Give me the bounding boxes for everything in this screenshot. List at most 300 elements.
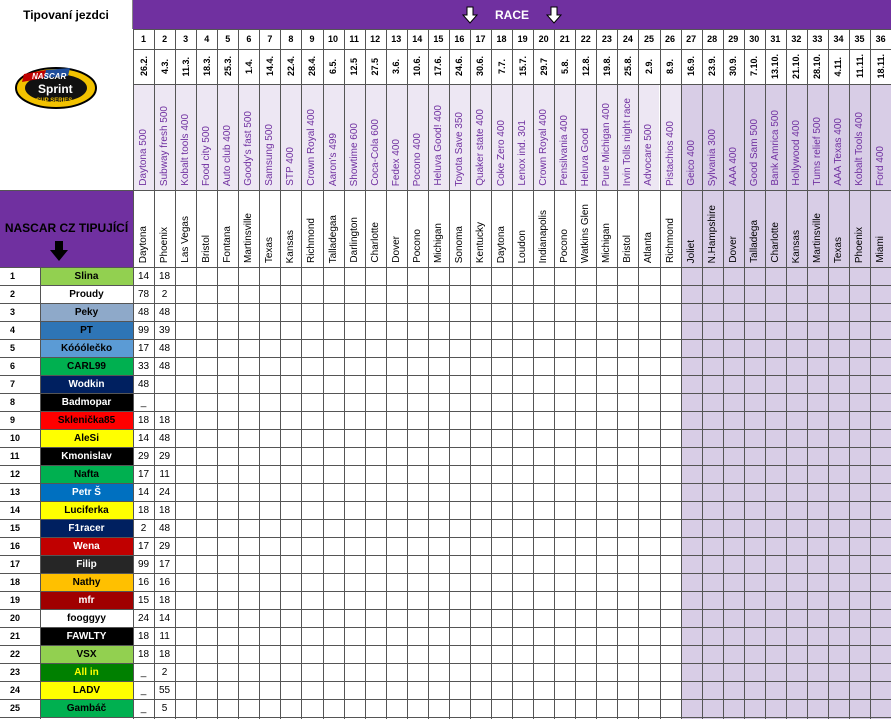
race-track: Watkins Glen (580, 203, 592, 263)
race-date-cell (154, 49, 175, 84)
race-track: Phoenix (159, 226, 171, 263)
tip-cell[interactable]: 16 (159, 576, 171, 588)
race-track: Indianapolis (538, 209, 550, 263)
race-number: 14 (412, 34, 423, 44)
sheet-title: Tipovaní jezdci (0, 0, 133, 29)
tipper-number: 13 (10, 487, 21, 497)
race-name-cell (491, 84, 512, 190)
race-number: 30 (749, 34, 760, 44)
race-track: N.Hampshire (706, 204, 718, 263)
race-date-cell (533, 49, 554, 84)
race-name-cell (428, 84, 449, 190)
future-column-bg (744, 190, 765, 719)
tip-cell[interactable]: 48 (159, 360, 171, 372)
race-date-cell (365, 49, 386, 84)
race-name: Heluva Good! 400 (432, 105, 444, 186)
grid-line (617, 29, 618, 719)
race-track-cell (449, 190, 470, 267)
race-name: Ford 400 (875, 145, 887, 186)
tip-cell[interactable]: 18 (159, 414, 171, 426)
race-track-cell (365, 190, 386, 267)
tipper-name[interactable]: Badmopar (40, 394, 133, 411)
race-name-cell (849, 84, 870, 190)
race-date: 12.8. (580, 56, 591, 77)
race-name-cell (870, 84, 891, 190)
tipper-name[interactable]: Nathy (40, 574, 133, 591)
race-track-cell (323, 190, 344, 267)
tipper-name[interactable]: Petr Š (40, 484, 133, 501)
race-name: Quaker state 400 (474, 109, 486, 186)
tip-cell[interactable]: 78 (137, 288, 150, 300)
tip-cell[interactable]: 18 (137, 630, 150, 642)
race-date: 13.10. (770, 53, 781, 80)
tip-cell[interactable]: 5 (161, 702, 168, 714)
race-number: 22 (580, 34, 591, 44)
tip-cell[interactable]: 2 (161, 666, 168, 678)
race-track-cell (807, 190, 828, 267)
race-name-cell (660, 84, 681, 190)
tip-cell[interactable] (154, 375, 175, 393)
race-track: Kentucky (474, 221, 486, 263)
tip-cell[interactable]: 18 (137, 414, 150, 426)
race-track-cell (386, 190, 407, 267)
grid-line (660, 29, 661, 719)
race-track-cell (554, 190, 575, 267)
future-column-bg (765, 190, 786, 719)
race-date: 28.10. (812, 53, 823, 80)
race-date-cell (617, 49, 638, 84)
future-column-bg (870, 190, 891, 719)
race-number: 13 (391, 34, 402, 44)
race-track-cell (702, 190, 723, 267)
race-track: Texas (264, 236, 276, 263)
tipper-number: 2 (10, 289, 16, 299)
race-number: 36 (875, 34, 886, 44)
race-name-cell (744, 84, 765, 190)
tipper-name[interactable]: Slina (40, 268, 133, 285)
tipper-number: 8 (10, 397, 16, 407)
race-name-cell (554, 84, 575, 190)
tipper-number: 22 (10, 649, 21, 659)
tipper-name[interactable]: LADV (40, 682, 133, 699)
race-name-cell (407, 84, 428, 190)
grid-line (744, 29, 745, 719)
tipper-number: 25 (10, 703, 21, 713)
race-name: Heluva Good (580, 127, 592, 186)
grid-line (512, 29, 513, 719)
race-date: 7.7. (496, 58, 507, 74)
race-name: STP 400 (285, 147, 297, 186)
tip-cell[interactable]: 99 (137, 558, 150, 570)
race-number: 12 (370, 34, 381, 44)
race-track-cell (491, 190, 512, 267)
race-name-cell (175, 84, 196, 190)
race-name: Crown Royal 400 (538, 109, 550, 186)
grid-line (133, 29, 134, 719)
tipper-number: 23 (10, 667, 21, 677)
tip-cell[interactable]: 48 (137, 306, 150, 318)
tipper-name[interactable]: Peky (40, 304, 133, 321)
arrow-down-icon (461, 6, 479, 24)
race-date: 15.7. (517, 56, 528, 77)
grid-line (723, 29, 724, 719)
race-date: 22.4. (285, 56, 296, 77)
grid-line (0, 190, 133, 191)
race-date-cell (301, 49, 322, 84)
race-date: 27.5 (370, 57, 381, 76)
race-track-cell (196, 190, 217, 267)
tipper-number: 9 (10, 415, 16, 425)
race-name-cell (702, 84, 723, 190)
tip-cell[interactable]: 17 (137, 342, 150, 354)
grid-line (175, 29, 176, 719)
tip-cell[interactable]: 16 (137, 576, 150, 588)
race-name: Showtime 600 (348, 122, 360, 186)
arrow-down-icon (545, 6, 563, 24)
race-track-cell (428, 190, 449, 267)
tip-cell[interactable]: 11 (159, 468, 170, 480)
race-track-cell (470, 190, 491, 267)
grid-line (365, 29, 366, 719)
tip-cell[interactable]: 48 (159, 522, 171, 534)
tipper-name[interactable]: mfr (40, 592, 133, 609)
tip-cell[interactable]: 14 (137, 432, 150, 444)
tipper-name[interactable]: CARL99 (40, 358, 133, 375)
race-name: Tums relief 500 (811, 117, 823, 186)
tipper-name[interactable]: Wodkin (40, 376, 133, 393)
tipper-name[interactable]: Filip (40, 556, 133, 573)
race-number: 34 (833, 34, 844, 44)
race-date: 25.3. (222, 56, 233, 77)
tipper-name[interactable]: Wena (40, 538, 133, 555)
tippers-header-label: NASCAR CZ TIPUJÍCÍ (4, 221, 129, 235)
race-date: 7.10. (749, 56, 760, 77)
tip-cell[interactable]: 55 (159, 684, 171, 696)
tipper-name[interactable]: Kóóólečko (40, 340, 133, 357)
tip-cell[interactable]: 33 (137, 360, 150, 372)
race-date-cell (133, 49, 154, 84)
race-name: Toyota Save 350 (453, 111, 465, 186)
race-number: 28 (707, 34, 718, 44)
tip-cell[interactable]: 24 (159, 486, 171, 498)
race-track-cell (870, 190, 891, 267)
tip-cell[interactable]: _ (140, 702, 147, 714)
race-track-cell (407, 190, 428, 267)
race-name: Aaron's 499 (327, 132, 339, 186)
race-name: AAA Texas 400 (832, 118, 844, 186)
race-track-cell (660, 190, 681, 267)
race-number: 2 (162, 34, 168, 44)
race-name-cell (386, 84, 407, 190)
tip-cell[interactable]: 39 (159, 324, 171, 336)
race-name-cell (133, 84, 154, 190)
race-number: 23 (601, 34, 612, 44)
race-date-cell (512, 49, 533, 84)
race-name: Geico 400 (685, 140, 697, 186)
tip-cell[interactable] (154, 393, 175, 411)
tip-cell[interactable]: 18 (159, 504, 171, 516)
grid-line (449, 29, 450, 719)
race-date: 29.7 (538, 57, 549, 76)
tip-cell[interactable]: 18 (159, 594, 171, 606)
grid-line (40, 267, 41, 719)
race-track-cell (638, 190, 659, 267)
tipper-number: 14 (10, 505, 21, 515)
race-number: 11 (349, 34, 359, 44)
race-number: 5 (225, 34, 231, 44)
race-track: Talladega (748, 220, 760, 263)
race-date-cell (807, 49, 828, 84)
race-date-cell (175, 49, 196, 84)
race-name-cell (786, 84, 807, 190)
race-number: 19 (517, 34, 528, 44)
tipper-name[interactable]: Luciferka (40, 502, 133, 519)
tipper-name[interactable]: Nafta (40, 466, 133, 483)
tipper-name[interactable]: FAWLTY (40, 628, 133, 645)
tipper-number: 6 (10, 361, 16, 371)
race-date-cell (828, 49, 849, 84)
race-name-cell (765, 84, 786, 190)
race-track-cell (280, 190, 301, 267)
race-track-cell (175, 190, 196, 267)
race-track: Daytona (496, 225, 508, 263)
race-track: Texas (832, 236, 844, 263)
race-name-cell (301, 84, 322, 190)
race-track-cell (617, 190, 638, 267)
race-track-cell (259, 190, 280, 267)
grid-line (828, 29, 829, 719)
grid-line (323, 29, 324, 719)
race-name: Sylvania 300 (706, 128, 718, 186)
race-track-cell (596, 190, 617, 267)
grid-line (702, 29, 703, 719)
tipper-name[interactable]: Sklenička85 (40, 412, 133, 429)
race-name-cell (323, 84, 344, 190)
race-track: Sonoma (453, 225, 465, 263)
race-name-cell (723, 84, 744, 190)
race-date: 28.4. (306, 56, 317, 77)
tip-cell[interactable]: 14 (159, 612, 171, 624)
race-track-cell (512, 190, 533, 267)
grid-line (596, 29, 597, 719)
tip-cell[interactable]: 14 (137, 486, 150, 498)
grid-line (217, 29, 218, 719)
tip-cell[interactable]: 48 (137, 378, 150, 390)
race-date-cell (554, 49, 575, 84)
race-date-cell (280, 49, 301, 84)
race-date: 4.11. (833, 56, 844, 77)
tip-cell[interactable]: 18 (159, 270, 171, 282)
tip-cell[interactable]: 24 (137, 612, 150, 624)
race-number: 18 (496, 34, 507, 44)
race-number: 6 (246, 34, 252, 44)
race-date: 8.9. (665, 58, 676, 74)
race-name: Hollywood 400 (790, 120, 802, 186)
grid-line (575, 29, 576, 719)
tip-cell[interactable]: 11 (159, 630, 170, 642)
tipper-name[interactable]: AleSi (40, 430, 133, 447)
race-date: 19.8. (601, 56, 612, 77)
tip-cell[interactable]: 99 (137, 324, 150, 336)
race-track-cell (744, 190, 765, 267)
race-date: 18.3. (201, 56, 212, 77)
race-date: 10.6. (412, 56, 423, 77)
race-number: 35 (854, 34, 865, 44)
race-name: AAA 400 (727, 147, 739, 186)
race-number: 27 (686, 34, 697, 44)
race-name: Samsung 500 (264, 124, 276, 186)
race-date: 5.8. (559, 58, 570, 74)
grid-line (259, 29, 260, 719)
grid-line (533, 29, 534, 719)
race-date-cell (849, 49, 870, 84)
race-name: Pensilvania 400 (559, 115, 571, 186)
race-date: 21.10. (791, 53, 802, 80)
race-name: Pistachios 400 (664, 120, 676, 186)
tipper-number: 4 (10, 325, 16, 335)
tip-cell[interactable]: 18 (137, 648, 150, 660)
tip-cell[interactable]: 29 (159, 450, 171, 462)
race-name: Fedex 400 (390, 138, 402, 186)
tipper-number: 16 (10, 541, 21, 551)
race-track: Kansas (285, 229, 297, 263)
race-name: Lenox ind. 301 (517, 120, 529, 186)
race-track: Michigan (601, 222, 613, 263)
tip-cell[interactable]: 17 (137, 540, 150, 552)
tip-cell[interactable]: 2 (161, 288, 168, 300)
tipper-name[interactable]: Gambáč (40, 700, 133, 717)
future-column-bg (702, 190, 723, 719)
tip-cell[interactable]: 18 (159, 648, 171, 660)
tip-cell[interactable]: 2 (140, 522, 147, 534)
tip-cell[interactable]: 17 (159, 558, 171, 570)
tip-cell[interactable]: 48 (159, 306, 171, 318)
tippers-header (0, 190, 133, 267)
tipper-name[interactable]: VSX (40, 646, 133, 663)
race-date: 25.8. (622, 56, 633, 77)
race-number: 25 (643, 34, 654, 44)
race-track-cell (133, 190, 154, 267)
tipper-name[interactable]: PT (40, 322, 133, 339)
race-number: 10 (328, 34, 339, 44)
race-date: 18.11. (875, 54, 886, 79)
tip-cell[interactable]: _ (140, 666, 147, 678)
race-date-cell (470, 49, 491, 84)
tipper-name[interactable]: fooggyy (40, 610, 133, 627)
race-name-cell (365, 84, 386, 190)
tipper-name[interactable]: Kmonislav (40, 448, 133, 465)
tipper-number: 24 (10, 685, 21, 695)
grid-line (870, 29, 871, 719)
tipper-name[interactable]: F1racer (40, 520, 133, 537)
tipper-name[interactable]: All in (40, 664, 133, 681)
race-date-cell (259, 49, 280, 84)
nascar-sprint-cup-logo (10, 60, 126, 114)
race-track: Talladegaa (327, 214, 339, 263)
race-track: Miami (875, 236, 887, 263)
race-name-cell (238, 84, 259, 190)
logo-word-2: Sprint (38, 82, 73, 96)
tip-cell[interactable]: 48 (159, 342, 171, 354)
race-name-cell (681, 84, 702, 190)
race-date: 26.2. (138, 56, 149, 77)
race-number: 17 (475, 34, 486, 44)
race-track: Loudon (517, 229, 529, 263)
tip-cell[interactable]: _ (140, 396, 147, 408)
race-number: 29 (728, 34, 739, 44)
race-name-cell (344, 84, 365, 190)
race-track: Martinsville (811, 212, 823, 263)
tip-cell[interactable]: 29 (137, 450, 150, 462)
tipper-number: 11 (10, 451, 20, 461)
grid-line (196, 29, 197, 719)
tip-cell[interactable]: 15 (137, 594, 150, 606)
grid-line (765, 29, 766, 719)
tip-cell[interactable]: 48 (159, 432, 171, 444)
race-name: Kobalt Tools 400 (854, 112, 866, 186)
race-date-cell (344, 49, 365, 84)
race-name-cell (470, 84, 491, 190)
race-date-cell (407, 49, 428, 84)
race-track: Darlington (348, 217, 360, 263)
race-date-cell (575, 49, 596, 84)
race-track: Richmond (306, 217, 318, 263)
race-name: Crown Royal 400 (306, 109, 318, 186)
grid-line (428, 29, 429, 719)
race-name: Advocare 500 (643, 124, 655, 186)
race-track: Michigan (432, 222, 444, 263)
race-track-cell (723, 190, 744, 267)
race-name-cell (638, 84, 659, 190)
race-number: 15 (433, 34, 444, 44)
future-column-bg (723, 190, 744, 719)
race-track-cell (765, 190, 786, 267)
race-track-cell (238, 190, 259, 267)
tip-cell[interactable]: _ (140, 684, 147, 696)
tip-cell[interactable]: 17 (137, 468, 150, 480)
race-track-cell (154, 190, 175, 267)
grid-line (301, 29, 302, 719)
race-date-cell (765, 49, 786, 84)
race-name: Coca-Cola 600 (369, 119, 381, 186)
race-name-cell (617, 84, 638, 190)
race-name-cell (217, 84, 238, 190)
race-name: Food city 500 (201, 125, 213, 186)
race-number: 31 (770, 34, 781, 44)
tip-cell[interactable]: 18 (137, 504, 150, 516)
future-column-bg (828, 190, 849, 719)
race-date-cell (449, 49, 470, 84)
grid-line (470, 29, 471, 719)
tip-cell[interactable]: 14 (137, 270, 150, 282)
race-number: 7 (267, 34, 273, 44)
race-track: Bristol (622, 235, 634, 263)
race-name: Kobalt tools 400 (180, 114, 192, 186)
race-number: 1 (141, 34, 147, 44)
race-date: 12.5 (349, 57, 360, 76)
tipper-name[interactable]: Proudy (40, 286, 133, 303)
logo-word-3: CUP SERIES (36, 98, 73, 104)
race-date: 11.3. (180, 56, 191, 77)
race-date: 3.6. (391, 58, 402, 74)
tipper-number: 15 (10, 523, 21, 533)
race-number: 8 (288, 34, 294, 44)
race-date-cell (491, 49, 512, 84)
race-track-cell (849, 190, 870, 267)
race-date-cell (702, 49, 723, 84)
race-name: Coke Zero 400 (496, 119, 508, 186)
tip-cell[interactable]: 29 (159, 540, 171, 552)
